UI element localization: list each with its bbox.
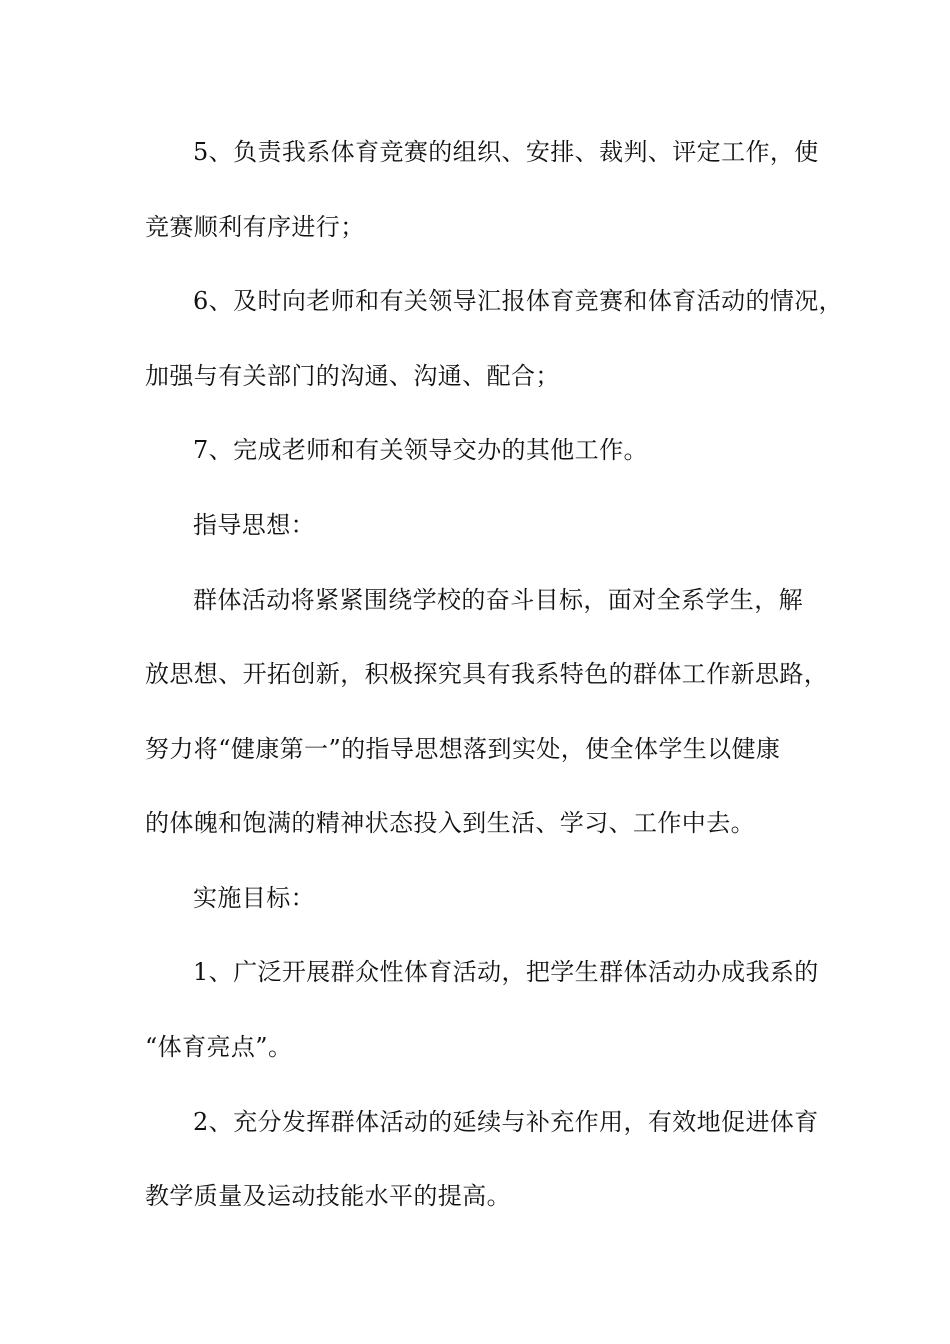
section-heading: 实施目标： xyxy=(193,884,315,912)
paragraph-line: 5、负责我系体育竞赛的组织、安排、裁判、评定工作，使 xyxy=(193,138,819,166)
paragraph-line: 加强与有关部门的沟通、沟通、配合； xyxy=(145,362,560,390)
paragraph-line: 7、完成老师和有关领导交办的其他工作。 xyxy=(193,436,648,464)
paragraph-line: 6、及时向老师和有关领导汇报体育竞赛和体育活动的情况， xyxy=(193,287,844,315)
paragraph-line: 教学质量及运动技能水平的提高。 xyxy=(145,1182,511,1210)
paragraph-line: 放思想、开拓创新，积极探究具有我系特色的群体工作新思路， xyxy=(145,660,829,688)
paragraph-line: 的体魄和饱满的精神状态投入到生活、学习、工作中去。 xyxy=(145,809,755,837)
paragraph-line: “体育亮点”。 xyxy=(145,1033,293,1061)
paragraph-line: 群体活动将紧紧围绕学校的奋斗目标，面对全系学生，解 xyxy=(193,586,803,614)
paragraph-line: 努力将“健康第一”的指导思想落到实处，使全体学生以健康 xyxy=(145,735,781,763)
paragraph-line: 2、充分发挥群体活动的延续与补充作用，有效地促进体育 xyxy=(193,1108,819,1136)
section-heading: 指导思想： xyxy=(193,511,315,539)
paragraph-line: 竞赛顺利有序进行； xyxy=(145,213,365,241)
paragraph-line: 1、广泛开展群众性体育活动，把学生群体活动办成我系的 xyxy=(193,958,819,986)
